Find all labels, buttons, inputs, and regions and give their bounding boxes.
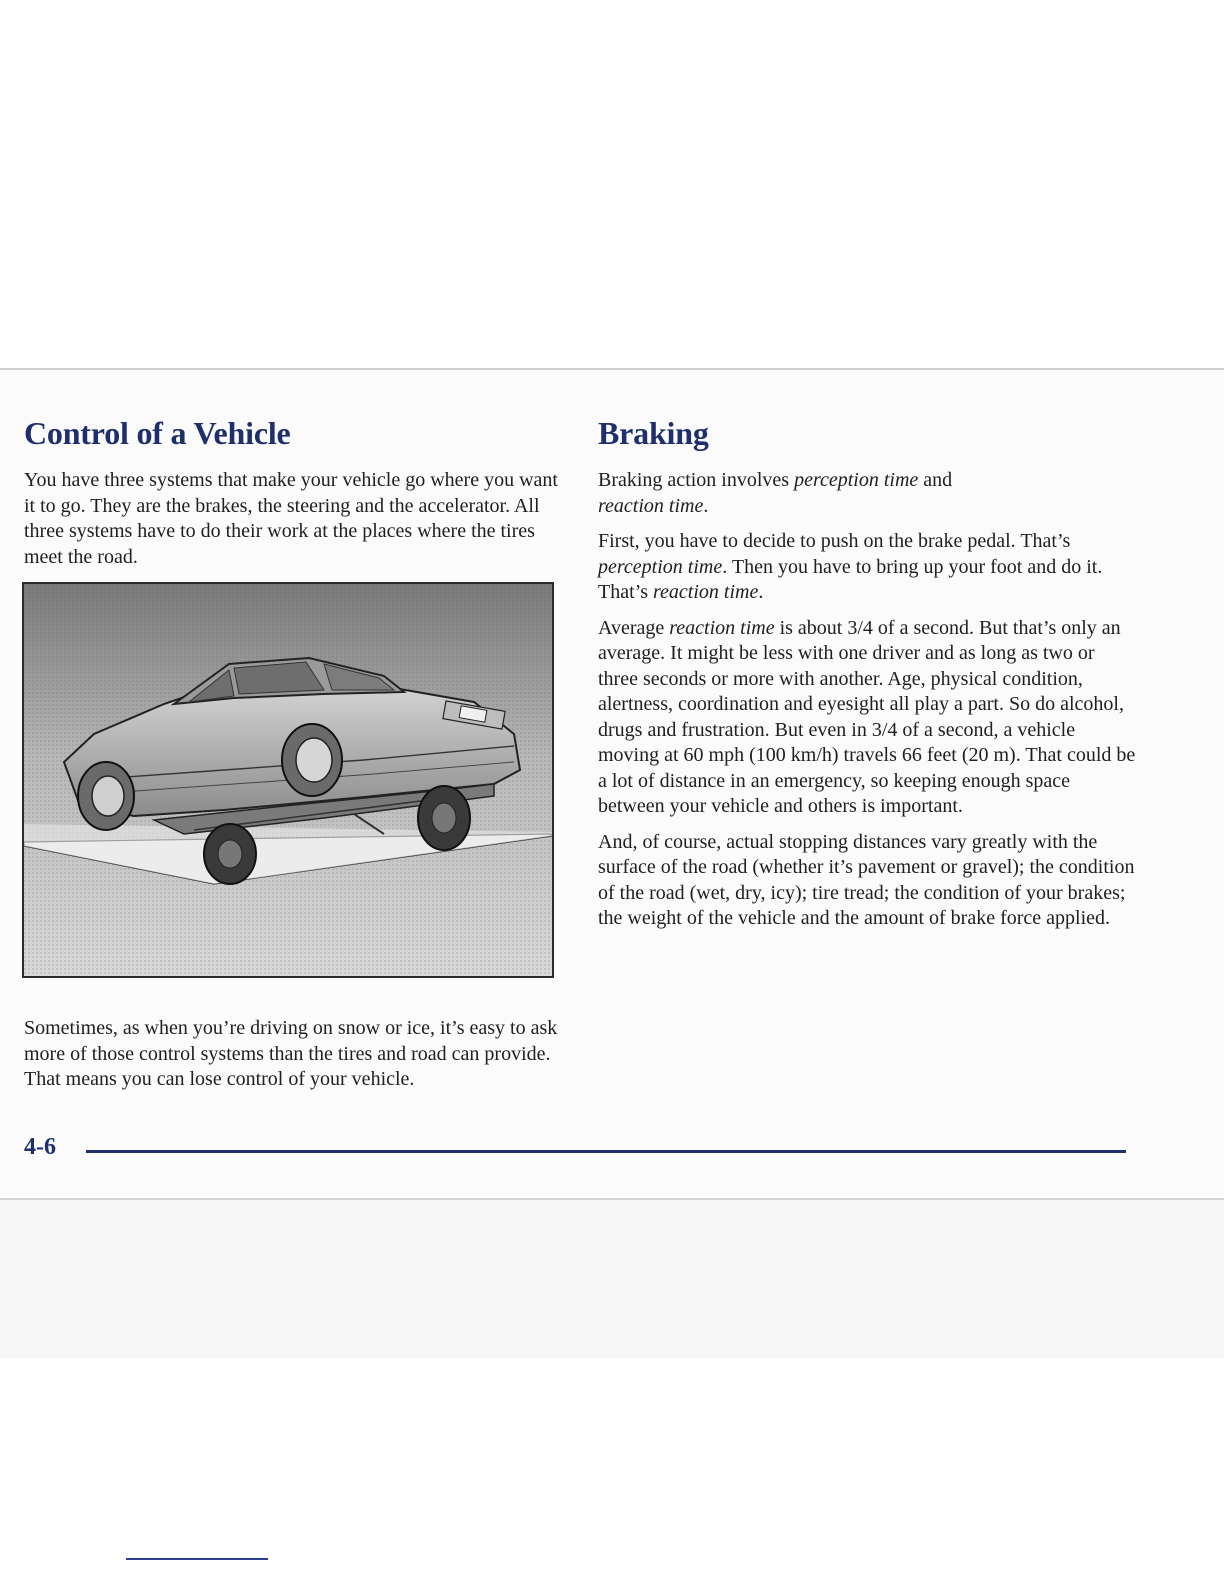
page-number: 4-6	[24, 1134, 56, 1160]
text-run: Average	[598, 616, 670, 639]
term-reaction-time: reaction time	[653, 581, 759, 603]
braking-paragraph-3	[598, 616, 1138, 820]
scan-edge-bottom	[0, 1198, 1224, 1200]
text-run: .	[758, 581, 764, 603]
wheel-front-right	[282, 724, 342, 796]
text-run: is about 3/4 of a second. But that’s only an average. It might be less with one driver and as long as two or three seconds or more with another. Age, physical condition, alertness, coordination and eyesight all play a part. So do alcohol, drugs and frustration. But even in 3/4 of a second, a vehicle moving at 60 mph (100 km/h) travels 66 feet (20 m). That could be a lot of distance in an emergency, so keeping enough space between your vehicle and others is important.	[598, 616, 1136, 817]
section-heading-control: Control of a Vehicle	[24, 415, 291, 451]
page-footer	[24, 1132, 1130, 1172]
footer-rule	[86, 1150, 1126, 1153]
section-heading-braking: Braking	[598, 415, 709, 451]
left-column	[24, 410, 564, 580]
wheel-rear-right	[418, 786, 470, 850]
wheel-front-left	[78, 762, 134, 830]
car-illustration	[22, 582, 554, 978]
control-warning-text: Sometimes, as when you’re driving on snow or ice, it’s easy to ask more of those control systems than the tires and road can provide. That means you can lose control of your vehicle.	[24, 1017, 558, 1090]
term-perception-time: perception time	[794, 469, 919, 491]
text-run: and	[918, 469, 953, 491]
scan-edge-top	[0, 368, 1224, 370]
right-column	[598, 410, 1138, 942]
term-reaction-time: reaction time	[598, 494, 704, 517]
term-reaction-time: reaction time	[669, 616, 775, 639]
term-perception-time: perception time	[598, 555, 723, 578]
text-run: . Then you have to bring up your foot and do it. That’s	[598, 555, 1103, 603]
braking-paragraph-4: And, of course, actual stopping distances vary greatly with the surface of the road (whether it’s pavement or gravel); the condition of the road (wet, dry, icy); tire tread; the condition of your brakes; the weight of the vehicle and the amount of brake force applied.	[598, 830, 1135, 929]
stray-underline-mark	[126, 1558, 268, 1560]
control-warning-paragraph	[24, 1016, 564, 1103]
text-run: First, you have to decide to push on the brake pedal. That’s	[598, 530, 1071, 552]
car-illustration-svg	[24, 584, 552, 976]
braking-paragraph-1	[598, 468, 1138, 519]
text-run: .	[703, 494, 709, 517]
control-intro-paragraph: You have three systems that make your vehicle go where you want it to go. They are the brakes, the steering and the accelerator. All three systems have to do their work at the places where the tires meet the road.	[24, 469, 558, 568]
braking-paragraph-2	[598, 529, 1138, 606]
wheel-rear-left	[204, 824, 256, 884]
text-run: Braking action involves	[598, 469, 795, 491]
